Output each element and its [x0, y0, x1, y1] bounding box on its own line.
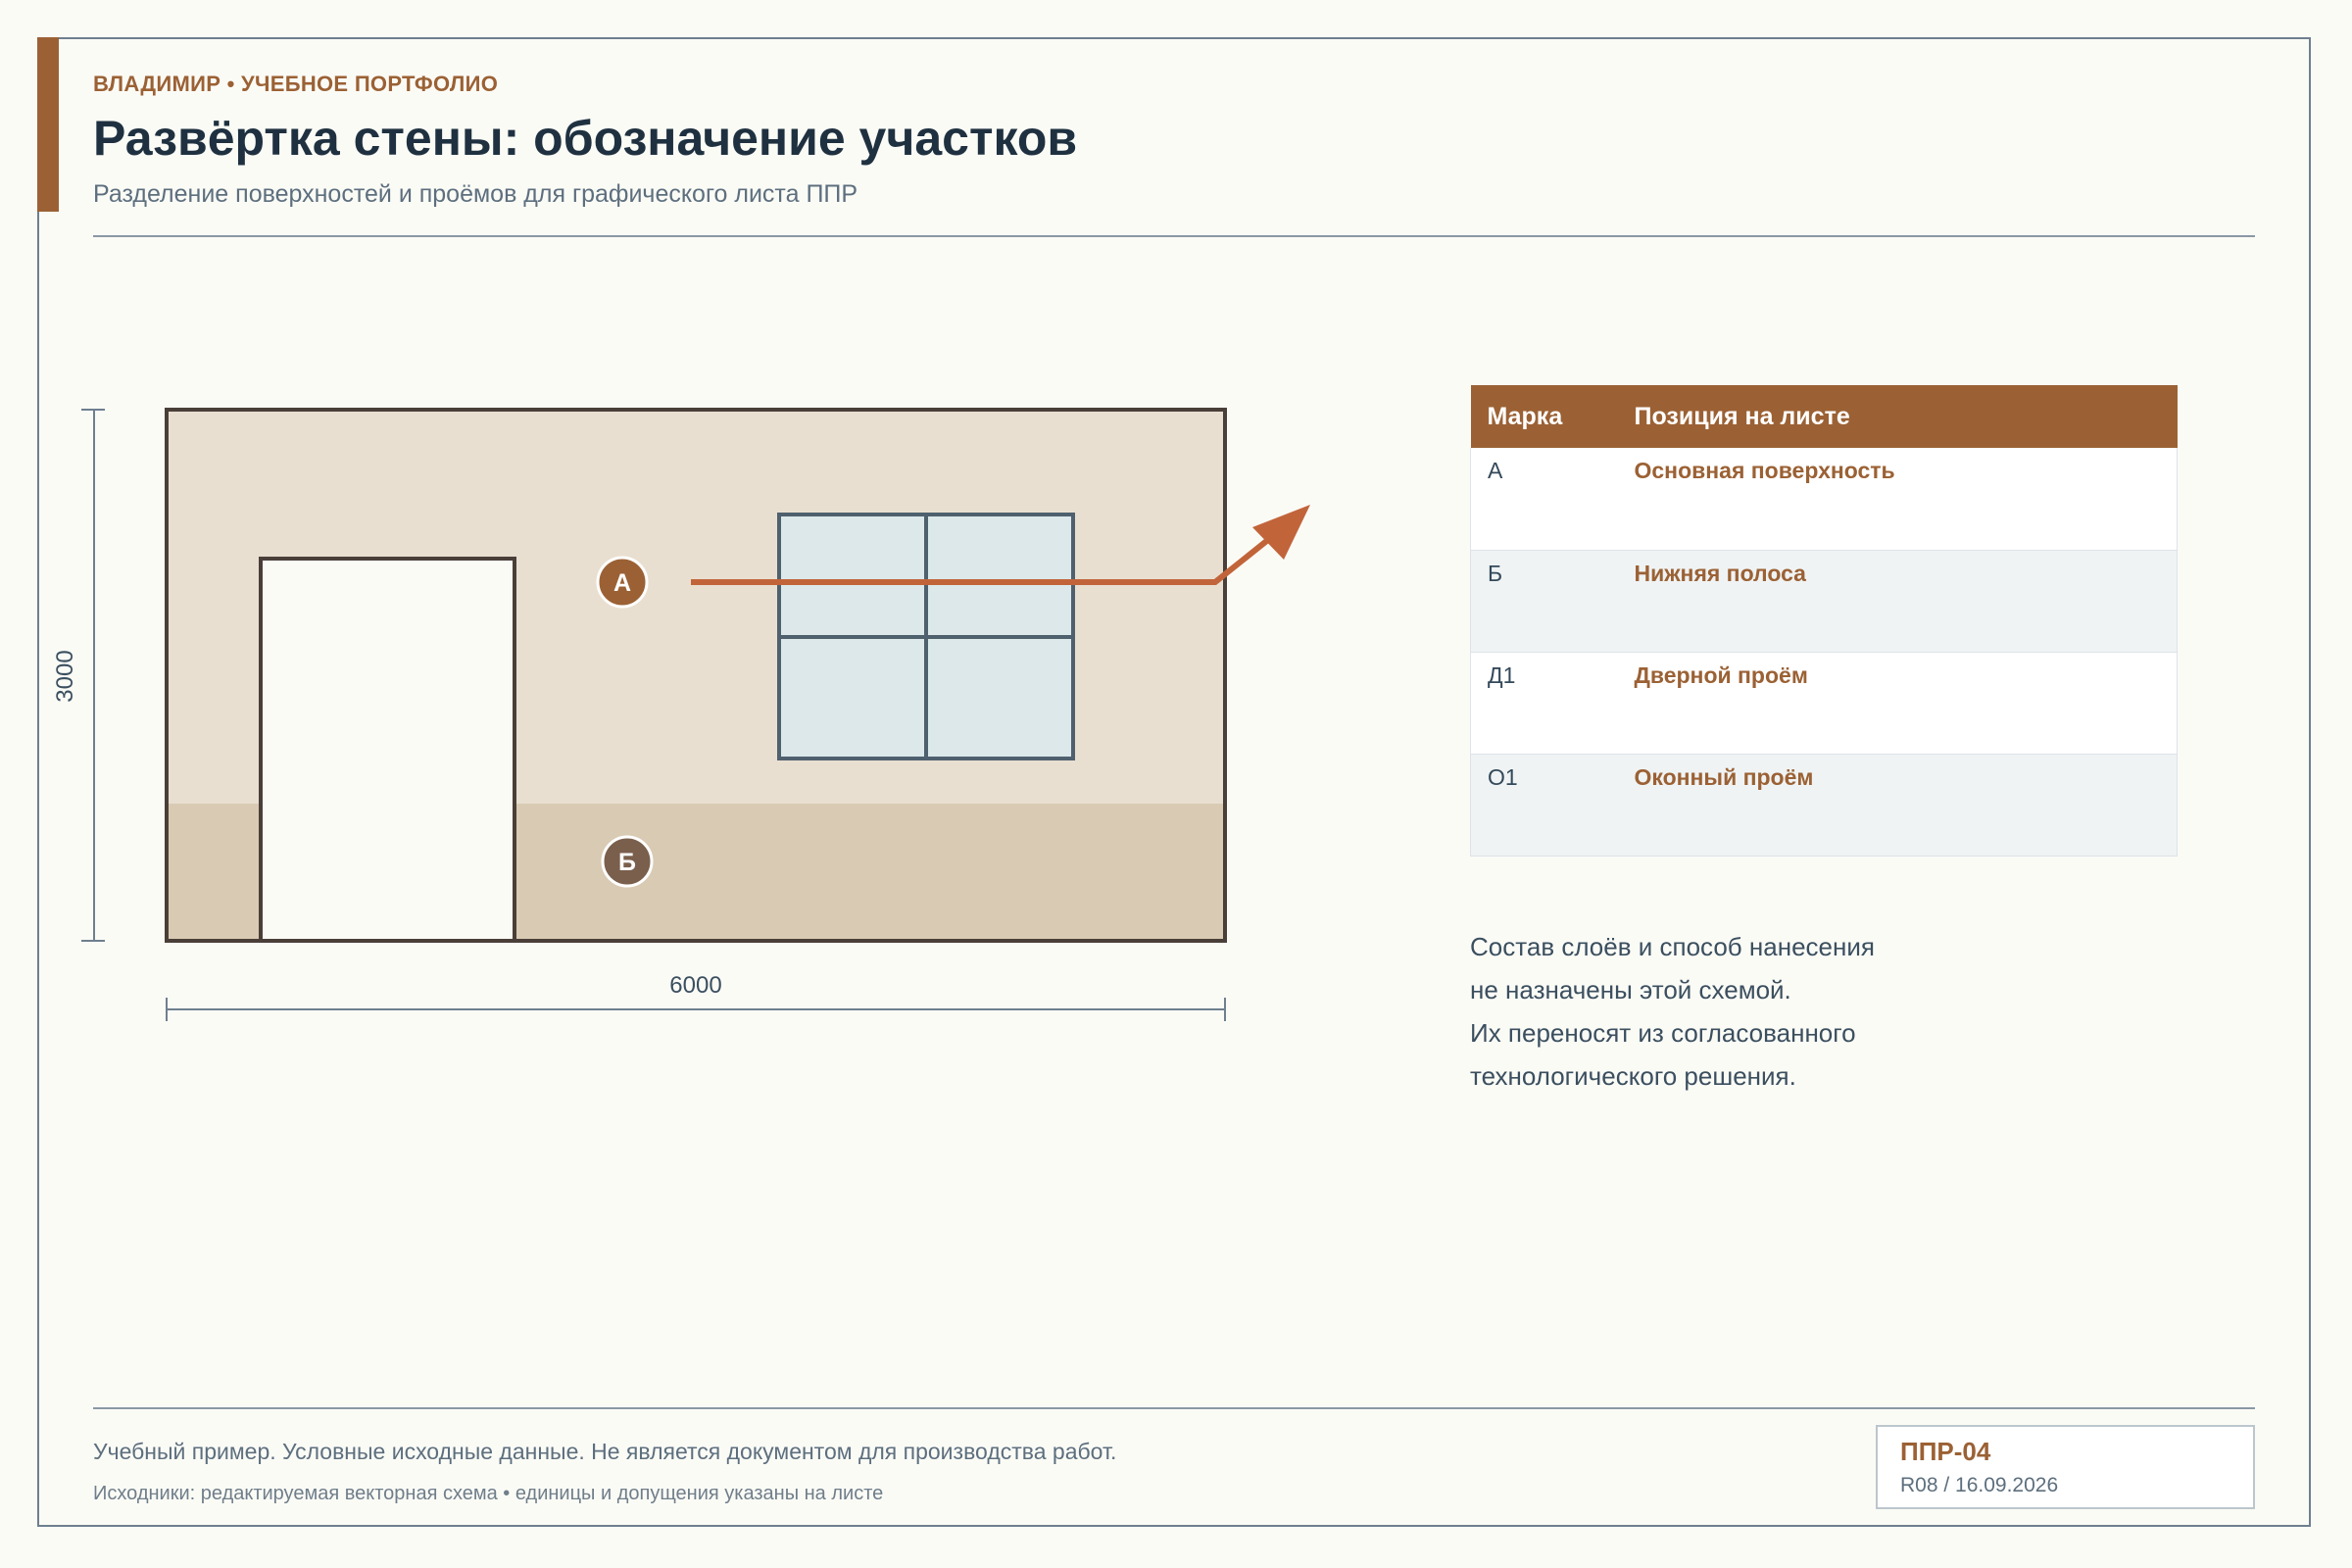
width-dimension-label: 6000: [669, 972, 722, 999]
footer-divider: [93, 1407, 2255, 1409]
legend-position: Нижняя полоса: [1618, 550, 2178, 652]
legend-position: Основная поверхность: [1618, 448, 2178, 550]
legend-row: [1471, 448, 2178, 550]
marker-a-label: А: [612, 569, 632, 597]
note-line: Их переносят из согласованного: [1470, 1018, 1856, 1048]
legend-position: Дверной проём: [1618, 652, 2178, 754]
note-line: не назначены этой схемой.: [1470, 975, 1791, 1004]
drawing-note: [1470, 925, 1875, 1098]
width-dimension: [167, 972, 1225, 1021]
legend-header-row: [1471, 385, 2178, 448]
legend-row: [1471, 550, 2178, 652]
footer-source-note: Исходники: редактируемая векторная схема • единицы и допущения указаны на листе: [93, 1483, 884, 1504]
footer-disclaimer: Учебный пример. Условные исходные данные. Не является документом для производства работ.: [93, 1439, 1117, 1464]
legend-row: [1471, 652, 2178, 754]
legend-position: Оконный проём: [1618, 754, 2178, 856]
sheet-revision: R08 / 16.09.2026: [1900, 1474, 2059, 1496]
note-line: технологического решения.: [1470, 1061, 1796, 1091]
marker-b-label: Б: [618, 849, 636, 876]
marker-b: [603, 837, 652, 886]
marker-a: [598, 558, 647, 607]
legend-mark: А: [1471, 448, 1618, 550]
legend-mark: Д1: [1471, 652, 1618, 754]
leader-arrowhead: [1252, 505, 1310, 560]
title-block-stamp: [1876, 1425, 2255, 1509]
legend-table: [1470, 385, 2178, 857]
legend-row: [1471, 754, 2178, 856]
door-opening: [261, 559, 514, 941]
page-subtitle: Разделение поверхностей и проёмов для графического листа ППР: [93, 180, 858, 208]
legend-header-position: Позиция на листе: [1634, 402, 1850, 430]
page-title: Развёртка стены: обозначение участков: [93, 111, 1078, 166]
legend-mark: Б: [1471, 550, 1618, 652]
note-line: Состав слоёв и способ нанесения: [1470, 932, 1875, 961]
sheet-code: ППР-04: [1900, 1437, 1991, 1466]
height-dimension-label: 3000: [52, 650, 78, 703]
legend-header-mark: Марка: [1487, 402, 1563, 430]
legend-mark: О1: [1471, 754, 1618, 856]
header-eyebrow: ВЛАДИМИР • УЧЕБНОЕ ПОРТФОЛИО: [93, 72, 499, 96]
height-dimension: [52, 410, 105, 941]
